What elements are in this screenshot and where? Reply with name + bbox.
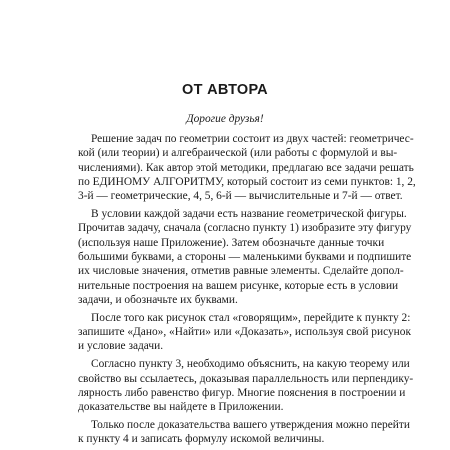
text-line: 3-й — геометрические, 4, 5, 6-й — вычислительные и 7-й — ответ. <box>78 190 403 203</box>
text-line: кой (или теории) и алгебраической (или работы с формулой и вы- <box>78 147 398 160</box>
page-title: ОТ АВТОРА <box>182 82 268 98</box>
text-line: В условии каждой задачи есть название геометрической фигуры. <box>91 208 407 221</box>
text-line: Согласно пункту 3, необходимо объяснить, на какую теорему или <box>91 358 410 371</box>
text-line: Решение задач по геометрии состоит из двух частей: геометричес- <box>91 133 414 145</box>
text-line: и условие задачи. <box>78 340 164 353</box>
text-line: запишите «Дано», «Найти» или «Доказать», используя свой рисунок <box>78 326 412 339</box>
text-line: доказательстве вы найдете в Приложении. <box>78 401 284 414</box>
greeting: Дорогие друзья! <box>186 113 264 125</box>
paragraph <box>78 357 414 414</box>
paragraph <box>78 418 410 447</box>
text-line: Прочитав задачу, сначала (согласно пункту 1) изобразите эту фигуру <box>78 222 412 235</box>
text-line: После того как рисунок стал «говорящим», перейдите к пункту 2: <box>91 311 411 324</box>
body-text <box>78 132 416 447</box>
text-line: их числовые значения, отметив равные элементы. Сделайте допол- <box>78 265 404 278</box>
text-line: по ЕДИНОМУ АЛГОРИТМУ, который состоит из семи пунктов: 1, 2, <box>78 175 416 188</box>
paragraph <box>78 311 412 354</box>
text-line: лярность либо равенство фигур. Многие пояснения в построении и <box>78 386 406 399</box>
text-line: задачи, и обозначьте их буквами. <box>78 293 238 306</box>
text-line: нительные построения на вашем рисунке, которые есть в условии <box>78 279 399 292</box>
text-line: свойство вы ссылаетесь, доказывая параллельность или перпендику- <box>78 372 414 385</box>
text-line: (используя наше Приложение). Затем обозначьте данные точки <box>78 236 385 249</box>
text-line: большими буквами, а стороны — маленькими буквами и подпишите <box>78 250 412 263</box>
paragraph <box>78 132 416 203</box>
paragraph <box>78 207 412 307</box>
text-line: числениями). Как автор этой методики, предлагаю все задачи решать <box>78 161 414 174</box>
text-line: Только после доказательства вашего утверждения можно перейти <box>91 419 410 432</box>
text-line: к пункту 4 и записать формулу искомой величины. <box>78 433 325 446</box>
